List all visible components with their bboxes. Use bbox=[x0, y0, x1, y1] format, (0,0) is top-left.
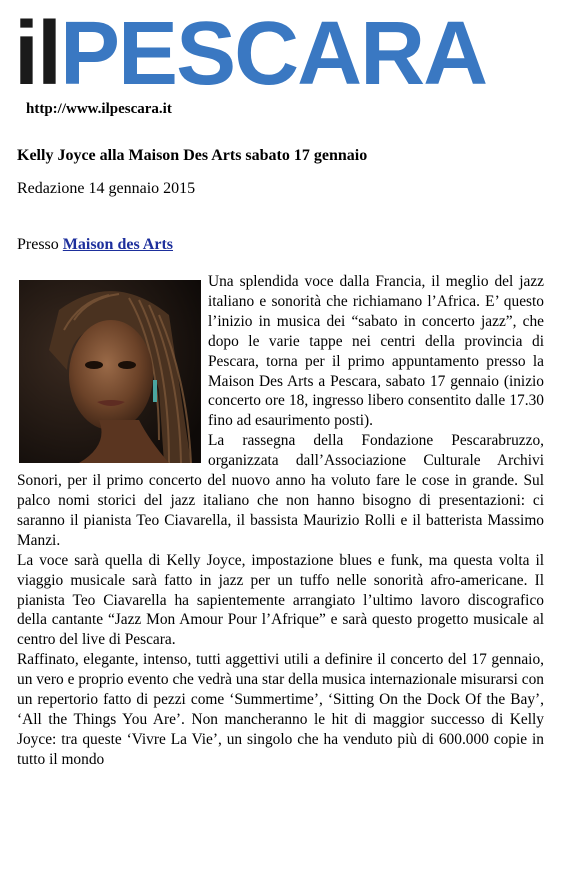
article-body bbox=[17, 272, 544, 770]
logo-text bbox=[14, 4, 487, 104]
article-paragraph-3: La voce sarà quella di Kelly Joyce, impostazione blues e funk, ma questa volta il viaggio musicale sarà fatto in jazz per un tuffo nelle sonorità afro-americane. Il pianista Teo Ciavarella ha sapientemente arrangiato l’ultimo lavoro discografico della cantante “Jazz Mon Amour Pour l’Afrique” e sarà questo progetto musicale al centro del live di Pescara. bbox=[17, 551, 544, 649]
article-paragraph-4: Raffinato, elegante, intenso, tutti aggettivi utili a definire il concerto del 17 gennaio, un vero e proprio evento che vedrà una star della musica internazionale misurarsi con un repertorio fatto di pezzi come ‘Summertime’, ‘Sitting On the Dock Of the Bay’, ‘All the Things You Are’. Non mancheranno le hit di maggior successo di Kelly Joyce: tra queste ‘Vivre La Vie’, un singolo che ha venduto più di 600.000 copie in tutto il mondo bbox=[17, 651, 544, 768]
venue-link[interactable]: Maison des Arts bbox=[62, 236, 174, 253]
article-byline: Redazione 14 gennaio 2015 bbox=[17, 180, 196, 197]
venue-line bbox=[17, 236, 173, 254]
masthead-logo bbox=[14, 4, 514, 104]
site-url: http://www.ilpescara.it bbox=[26, 101, 172, 117]
article-paragraph-2: La rassegna della Fondazione Pescarabruzzo, organizzata dall’Associazione Culturale Archivi Sonori, per il primo concerto del nuovo anno ha voluto fare le cose in grande. Sul palco nomi storici del jazz italiano che non hanno bisogno di presentazioni: ci saranno il pianista Teo Ciavarella, il bassista Maurizio Rolli e il batterista Massimo Manzi. bbox=[17, 432, 544, 549]
logo-name: PESCARA bbox=[60, 4, 487, 104]
logo-prefix: il bbox=[14, 4, 61, 104]
article-paragraph-1: Una splendida voce dalla Francia, il meglio del jazz italiano e sonorità che richiamano l’Africa. E’ questo l’inizio in musica dei “sabato in concerto jazz”, che dopo le varie tappe nei centri della provincia di Pescara, torna per il primo appuntamento presso la Maison Des Arts a Pescara, sabato 17 gennaio (inizio concerto ore 18, ingresso libero consentito dalle 17.30 fino ad esaurimento posti). bbox=[208, 273, 544, 430]
venue-prefix: Presso bbox=[17, 236, 63, 253]
article-headline: Kelly Joyce alla Maison Des Arts sabato 17 gennaio bbox=[17, 147, 368, 164]
photo-spacer bbox=[17, 272, 208, 466]
